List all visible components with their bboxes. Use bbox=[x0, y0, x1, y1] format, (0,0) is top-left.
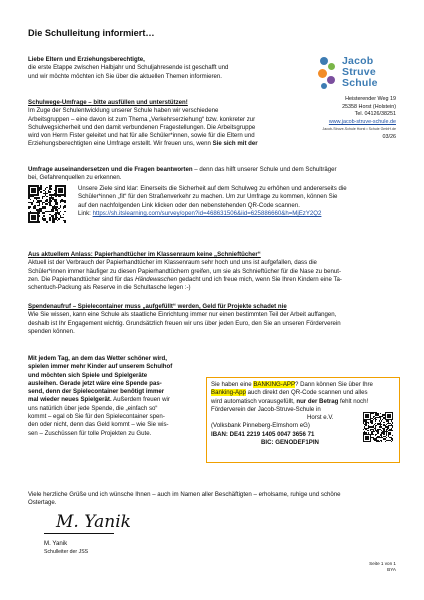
playground-line: den oder nicht, denn das Geld kommt – wie Sie wis- bbox=[28, 421, 169, 429]
survey-line: Schulwegsicherheit und den damit verbundenen Fragestellungen. Die Arbeitsgruppe bbox=[28, 123, 256, 131]
towels-line: Schüler*innen immer häufiger zu diesen Papierhandtüchern greifen, um sie als Schnieftücher für die Nase zu benut- bbox=[28, 267, 341, 275]
bic-value: GENODEF1PIN bbox=[275, 439, 319, 447]
letter-date: 03/26 bbox=[382, 133, 396, 140]
bic-label: BIC: bbox=[261, 439, 274, 447]
address-phone: Tel. 04126/38251 bbox=[354, 111, 396, 118]
survey-tail-1: – denn das hilft unserer Schule und dem Schulträger bbox=[192, 166, 337, 173]
towels-line-4: schentuch-Packung als Reserve in die Schultasche legen :-) bbox=[28, 284, 191, 292]
logo-text-schule: Schule bbox=[342, 77, 378, 89]
towels-line: Aktuell ist der Verbrauch der Papierhandtücher im Klassenraum sehr hoch und uns ist aufgefallen, dass die bbox=[28, 259, 317, 267]
survey-line: Im Zuge der Schulentwicklung unserer Schule haben wir verschiedene bbox=[28, 107, 219, 115]
donation-line: Wie Sie wissen, kann eine Schule als staatliche Einrichtung immer nur einen bestimmten Teil der Arbeit auffangen, bbox=[28, 311, 337, 319]
playground-line: sen – Zuschüssen für tolle Projekten zu Gute. bbox=[28, 429, 152, 437]
address-org: Jacob-Struve-Schule Horst • Schule GmbH.de bbox=[322, 127, 396, 132]
survey-link-label: Link: bbox=[78, 209, 93, 217]
survey-qr-line: Schüler*innen „fit“ für den Straßenverkehr zu machen. Um zur Umfrage zu kommen, können Sie bbox=[78, 193, 338, 201]
survey-heading: Schulwege-Umfrage – bitte ausfüllen und unterstützen! bbox=[28, 99, 188, 106]
playground-line: uns natürlich über jede Spende, die „einfach so“ bbox=[28, 404, 158, 412]
logo-dots bbox=[316, 55, 338, 95]
playground-bold: spielen immer mehr Kinder auf unserem Schulhof bbox=[28, 363, 173, 371]
logo-text-struve: Struve bbox=[342, 66, 376, 78]
survey-qr-text bbox=[78, 185, 408, 218]
signature-underline bbox=[44, 533, 114, 534]
towels-heading: Aus aktuellem Anlass: Papierhandtücher im Klassenraum keine „Schnieftücher“ bbox=[28, 251, 261, 258]
donation-line: spenden können. bbox=[28, 327, 75, 335]
bank-line3-bold: nur der Betrag bbox=[294, 397, 339, 405]
address-city: 25358 Horst (Holstein) bbox=[342, 103, 396, 110]
survey-bold-line: Umfrage auseinandersetzen und die Fragen beantworten bbox=[28, 166, 193, 173]
bank-line-6: (Volksbank Pinneberg-Elmshorn eG) bbox=[211, 422, 310, 430]
iban-value: DE41 2219 1405 0047 3656 71 bbox=[229, 430, 315, 438]
bank-line-2 bbox=[211, 389, 395, 397]
playground-bold: mal wieder neues Spielgerät. bbox=[28, 396, 112, 404]
survey-line: wird von Herrn Fister geleitet und hat für alle Schüler*innen, sowie für die Eltern und bbox=[28, 132, 255, 140]
bank-line1-pre: Sie haben eine bbox=[211, 381, 254, 388]
closing-line: Viele herzliche Grüße und ich wünsche Ihnen – auch im Namen aller Beschäftigten – erholsame, ruhige und schöne bbox=[28, 491, 341, 498]
intro-line: und wir möchte möchten ich Sie über die aktuellen Themen informieren. bbox=[28, 72, 222, 80]
survey-bold-row bbox=[28, 166, 400, 174]
towels-line: zen. Die Papierhandtücher sind für das bbox=[28, 275, 134, 283]
footer-page: Seite 1 von 1 bbox=[369, 561, 396, 566]
address-street: Heisterender Weg 19 bbox=[345, 96, 396, 102]
playground-bold: Mit jedem Tag, an dem das Wetter schöner wird, bbox=[28, 355, 167, 362]
signer-block bbox=[44, 540, 88, 557]
closing-line: Ostertage. bbox=[28, 499, 57, 507]
survey-continuation bbox=[28, 166, 400, 183]
playground-line: kommt – egal ob Sie für den Spielecontainer spen- bbox=[28, 413, 165, 421]
banking-app-highlight: BANKING-APP bbox=[253, 381, 296, 388]
address-block bbox=[276, 96, 396, 142]
logo-text bbox=[342, 56, 378, 89]
intro-section bbox=[28, 56, 288, 81]
closing-section bbox=[28, 491, 400, 508]
playground-text bbox=[28, 355, 206, 438]
logo-dot-blue-small bbox=[321, 83, 327, 89]
towels-after-italic: gedacht und ich freue mich, wenn Sie Ihren Kindern eine Ta- bbox=[177, 275, 342, 283]
bank-line-3 bbox=[211, 398, 395, 406]
signer-role: Schulleiter der JSS bbox=[44, 549, 89, 556]
intro-line: die erste Etappe zwischen Halbjahr und Schuljahresende ist geschafft und bbox=[28, 64, 229, 72]
donation-line: deshalb ist Ihr Engagement wichtig. Grundsätzlich freuen wir uns über jeden Euro, den Sie an unseren Förderverein bbox=[28, 319, 341, 327]
logo-dot-blue bbox=[320, 57, 328, 65]
bank-line2-post: auch direkt den QR-Code scannen und alles bbox=[245, 389, 368, 397]
bank-line3-pre: wird automatisch vorausgefüllt, bbox=[211, 397, 295, 405]
banking-app-highlight-2: Banking-App bbox=[211, 389, 246, 397]
survey-line-5 bbox=[28, 140, 290, 148]
banking-box bbox=[206, 377, 400, 463]
footer-code: BYA bbox=[387, 567, 396, 572]
iban-label: IBAN: bbox=[211, 430, 228, 438]
logo-text-jacob: Jacob bbox=[342, 55, 374, 67]
survey-bold-inline: Sie sich mit der bbox=[212, 140, 258, 148]
survey-line: Erziehungsberechtigten eine Umfrage erstellt. Wir freuen uns, wenn bbox=[28, 140, 211, 148]
towels-line-3 bbox=[28, 276, 400, 284]
survey-qr-code[interactable] bbox=[28, 185, 66, 223]
playground-tail: Außerdem freuen wir bbox=[111, 396, 170, 404]
playground-bold: ausleihen. Gerade jetzt wäre eine Spende pas- bbox=[28, 379, 162, 387]
intro-greeting: Liebe Eltern und Erziehungsberechtigte, bbox=[28, 56, 145, 63]
school-logo bbox=[316, 55, 400, 95]
survey-line: Arbeitsgruppen – eine davon ist zum Thema „Verkehrserziehung“ bzw. konkreter zur bbox=[28, 115, 256, 123]
signature: M. Yanik bbox=[56, 512, 131, 532]
bank-line-5: Horst e.V. bbox=[307, 414, 334, 422]
survey-link[interactable]: https://sh.itslearning.com/survey/open?id=468631506&iid=625886660&h=MjEzY2Q2 bbox=[92, 209, 322, 217]
address-web-link[interactable]: www.jacob-struve-schule.de bbox=[328, 118, 396, 125]
logo-dot-orange bbox=[318, 69, 327, 78]
bank-line-4: Förderverein der Jacob-Struve-Schule in bbox=[211, 405, 321, 413]
bank-line-1 bbox=[211, 381, 395, 389]
playground-bold: send, denn der Spielecontainer benötigt immer bbox=[28, 388, 165, 396]
logo-dot-purple bbox=[327, 76, 335, 84]
page-title: Die Schulleitung informiert… bbox=[28, 28, 155, 38]
playground-mixed-row bbox=[28, 396, 206, 404]
logo-dot-green bbox=[328, 63, 335, 70]
towels-italic: Händewaschen bbox=[135, 275, 178, 283]
survey-qr-line: Unsere Ziele sind klar: Einerseits die Sicherheit auf dem Schulweg zu erhöhen und andererseits die bbox=[78, 185, 347, 192]
survey-section bbox=[28, 99, 290, 149]
donation-heading: Spendenaufruf – Spielecontainer muss „aufgefüllt“ werden, Geld für Projekte schadet nie bbox=[28, 303, 287, 310]
footer bbox=[369, 561, 396, 573]
donation-section bbox=[28, 303, 400, 336]
signer-name: M. Yanik bbox=[44, 540, 68, 547]
banking-qr-code[interactable] bbox=[363, 412, 393, 442]
bank-line3-post: fehlt noch! bbox=[338, 397, 369, 405]
survey-tail-2: bei, Gefahrenquellen zu erkennen. bbox=[28, 174, 122, 182]
towels-section bbox=[28, 251, 400, 292]
playground-bold: und möchten sich Spiele und Spielgeräte bbox=[28, 371, 148, 379]
survey-qr-line: auf den nachfolgenden Link klicken oder den nebenstehenden QR-Code scannen. bbox=[78, 201, 300, 209]
bank-line1-post: ? Dann können Sie über Ihre bbox=[295, 381, 373, 388]
survey-link-row bbox=[78, 210, 408, 218]
